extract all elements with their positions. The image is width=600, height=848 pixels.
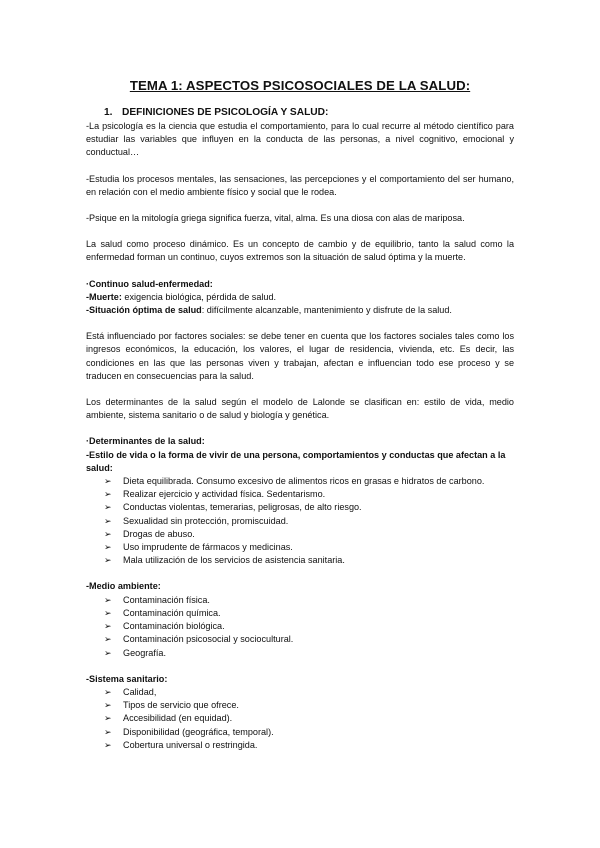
arrow-bullet-icon: ➢: [104, 528, 112, 539]
list-item: [104, 528, 514, 541]
list-item: [104, 541, 514, 554]
sistema-heading: -Sistema sanitario:: [86, 673, 168, 684]
determinantes-heading: ·Determinantes de la salud:: [86, 436, 205, 447]
muerte-label: -Muerte:: [86, 291, 122, 302]
list-item: [104, 594, 514, 607]
estilo-heading: -Estilo de vida o la forma de vivir de una persona, comportamientos y conductas que afectan a la salud:: [86, 449, 506, 473]
arrow-bullet-icon: ➢: [104, 502, 112, 513]
list-item: [104, 607, 514, 620]
list-item: [104, 554, 514, 567]
arrow-bullet-icon: ➢: [104, 594, 112, 605]
arrow-bullet-icon: ➢: [104, 634, 112, 645]
list-item-text: Disponibilidad (geográfica, temporal).: [123, 726, 274, 737]
list-item-text: Calidad,: [123, 686, 157, 697]
paragraph-salud-dinamica: La salud como proceso dinámico. Es un concepto de cambio y de equilibrio, tanto la salud como la enfermedad forman un continuo, cuyos extremos son la situación de salud óptima y la muerte.: [86, 239, 514, 263]
paragraph-factores-sociales: Está influenciado por factores sociales: se debe tener en cuenta que los factores sociales tales como los ingresos económicos, la educación, los valores, el lugar de residencia, vivienda, etc. Es decir, las condiciones en las que las personas viven y trabajan, afectan e influencian todo ese proceso y se traducen en consecuencias para la salud.: [86, 331, 514, 381]
section-number: 1.: [104, 107, 113, 118]
medio-list: [86, 594, 514, 660]
arrow-bullet-icon: ➢: [104, 700, 112, 711]
continuo-heading: ·Continuo salud-enfermedad:: [86, 278, 213, 289]
page-title: TEMA 1: ASPECTOS PSICOSOCIALES DE LA SALUD:: [129, 78, 471, 93]
list-item-text: Dieta equilibrada. Consumo excesivo de alimentos ricos en grasas e hidratos de carbono.: [123, 476, 485, 487]
arrow-bullet-icon: ➢: [104, 476, 112, 487]
list-item: [104, 647, 514, 660]
list-item: [104, 739, 514, 752]
list-item-text: Contaminación psicosocial y sociocultural.: [123, 634, 294, 645]
list-item: [104, 699, 514, 712]
list-item: [104, 712, 514, 725]
arrow-bullet-icon: ➢: [104, 621, 112, 632]
list-item-text: Realizar ejercicio y actividad física. Sedentarismo.: [123, 489, 326, 500]
arrow-bullet-icon: ➢: [104, 739, 112, 750]
list-item-text: Sexualidad sin protección, promiscuidad.: [123, 515, 289, 526]
list-item-text: Conductas violentas, temerarias, peligrosas, de alto riesgo.: [123, 502, 362, 513]
medio-heading: -Medio ambiente:: [86, 581, 161, 592]
arrow-bullet-icon: ➢: [104, 515, 112, 526]
list-item-text: Contaminación química.: [123, 607, 221, 618]
list-item: [104, 475, 514, 488]
arrow-bullet-icon: ➢: [104, 726, 112, 737]
section-heading: [104, 107, 514, 118]
estilo-list: [86, 475, 514, 567]
arrow-bullet-icon: ➢: [104, 542, 112, 553]
list-item-text: Cobertura universal o restringida.: [123, 739, 258, 750]
sistema-list: [86, 686, 514, 752]
arrow-bullet-icon: ➢: [104, 489, 112, 500]
paragraph-psicologia: -La psicología es la ciencia que estudia el comportamiento, para lo cual recurre al método científico para estudiar las variables que influyen en la conducta de las personas, a nivel cognitivo, emocional y conductual…: [86, 121, 514, 158]
situacion-text: : difícilmente alcanzable, mantenimiento y disfrute de la salud.: [201, 305, 452, 316]
list-item-text: Contaminación física.: [123, 594, 210, 605]
section-title: DEFINICIONES DE PSICOLOGÍA Y SALUD:: [122, 107, 329, 118]
list-item: [104, 633, 514, 646]
arrow-bullet-icon: ➢: [104, 713, 112, 724]
list-item: [104, 686, 514, 699]
list-item-text: Mala utilización de los servicios de asistencia sanitaria.: [123, 555, 345, 566]
list-item-text: Drogas de abuso.: [123, 528, 195, 539]
paragraph-lalonde: Los determinantes de la salud según el modelo de Lalonde se clasifican en: estilo de vida, medio ambiente, sistema sanitario o de salud y biología y genética.: [86, 397, 514, 421]
list-item: [104, 488, 514, 501]
muerte-text: exigencia biológica, pérdida de salud.: [121, 291, 277, 302]
list-item-text: Tipos de servicio que ofrece.: [123, 700, 239, 711]
list-item: [104, 726, 514, 739]
list-item-text: Accesibilidad (en equidad).: [123, 713, 233, 724]
list-item: [104, 515, 514, 528]
list-item-text: Uso imprudente de fármacos y medicinas.: [123, 542, 293, 553]
list-item-text: Geografía.: [123, 647, 166, 658]
situacion-line: [86, 304, 514, 317]
arrow-bullet-icon: ➢: [104, 607, 112, 618]
list-item: [104, 501, 514, 514]
paragraph-procesos: -Estudia los procesos mentales, las sensaciones, las percepciones y el comportamiento del ser humano, en relación con el medio ambiente físico y social que le rodea.: [86, 173, 514, 197]
arrow-bullet-icon: ➢: [104, 555, 112, 566]
arrow-bullet-icon: ➢: [104, 686, 112, 697]
list-item-text: Contaminación biológica.: [123, 621, 225, 632]
situacion-label: -Situación óptima de salud: [86, 305, 202, 316]
paragraph-psique: -Psique en la mitología griega significa fuerza, vital, alma. Es una diosa con alas de mariposa.: [86, 213, 465, 224]
list-item: [104, 620, 514, 633]
arrow-bullet-icon: ➢: [104, 647, 112, 658]
muerte-line: [86, 291, 514, 304]
